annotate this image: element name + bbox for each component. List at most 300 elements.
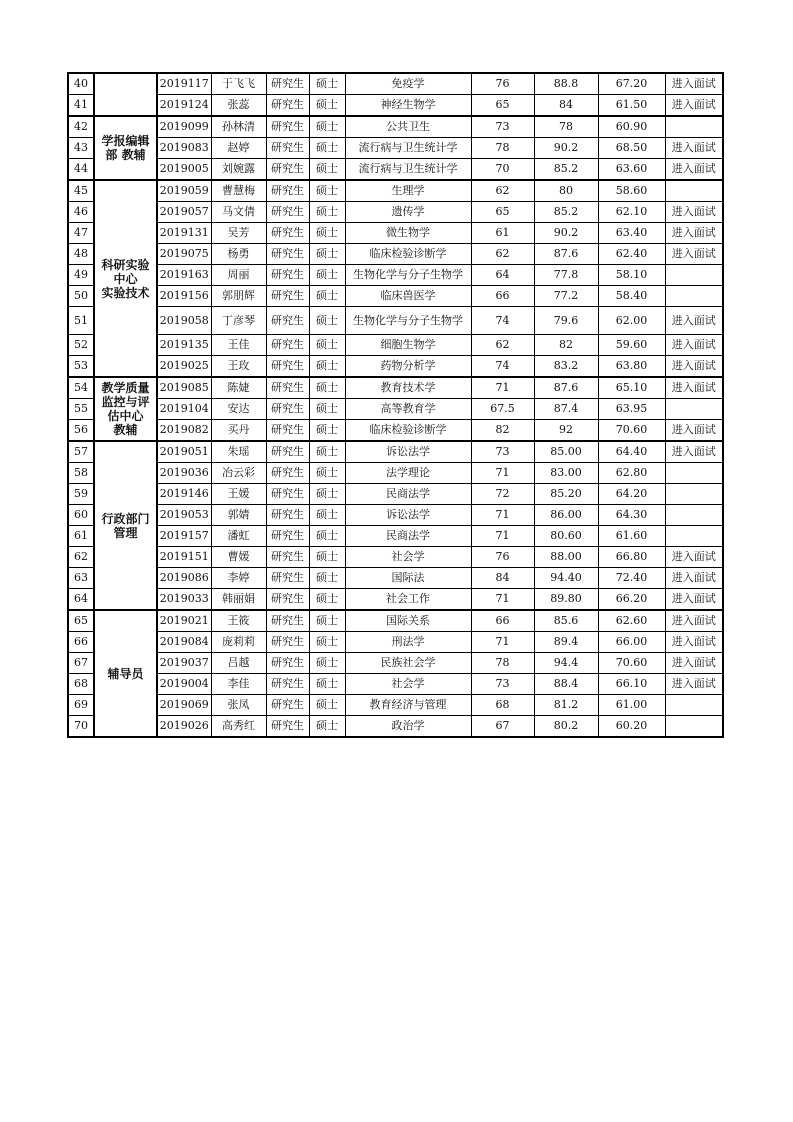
second-score-cell: 81.2: [534, 695, 598, 716]
degree-cell: 硕士: [309, 286, 345, 307]
written-score-cell: 61: [471, 223, 534, 244]
degree-cell: 硕士: [309, 526, 345, 547]
name-cell: 高秀红: [211, 716, 266, 738]
department-cell: [94, 377, 157, 441]
second-score-cell: 88.8: [534, 73, 598, 95]
written-score-cell: 78: [471, 138, 534, 159]
degree-cell: 硕士: [309, 73, 345, 95]
total-score-cell: 59.60: [598, 335, 665, 356]
degree-cell: 硕士: [309, 441, 345, 463]
applicant-id-cell: 2019146: [157, 484, 211, 505]
degree-cell: 硕士: [309, 505, 345, 526]
name-cell: 曹慧梅: [211, 180, 266, 202]
applicant-id-cell: 2019157: [157, 526, 211, 547]
status-note-cell: [665, 180, 723, 202]
table-row: [68, 568, 723, 589]
total-score-cell: 64.20: [598, 484, 665, 505]
applicant-id-cell: 2019082: [157, 420, 211, 442]
table-row: [68, 610, 723, 632]
education-cell: 研究生: [266, 589, 309, 611]
status-note-cell: 进入面试: [665, 420, 723, 442]
major-cell: 民商法学: [345, 484, 471, 505]
table-row: [68, 526, 723, 547]
written-score-cell: 65: [471, 202, 534, 223]
written-score-cell: 71: [471, 505, 534, 526]
table-body: [68, 73, 723, 737]
major-cell: 国际关系: [345, 610, 471, 632]
name-cell: 陈婕: [211, 377, 266, 399]
education-cell: 研究生: [266, 265, 309, 286]
applicant-id-cell: 2019037: [157, 653, 211, 674]
applicant-id-cell: 2019069: [157, 695, 211, 716]
status-note-cell: [665, 116, 723, 138]
row-number-cell: 66: [68, 632, 94, 653]
applicant-id-cell: 2019084: [157, 632, 211, 653]
row-number-cell: 63: [68, 568, 94, 589]
major-cell: 社会工作: [345, 589, 471, 611]
row-number-cell: 59: [68, 484, 94, 505]
name-cell: 韩丽娟: [211, 589, 266, 611]
department-label-line: 部 教辅: [105, 148, 146, 162]
name-cell: 赵婷: [211, 138, 266, 159]
applicant-id-cell: 2019131: [157, 223, 211, 244]
department-label-line: 学报编辑: [101, 134, 150, 148]
table-row: [68, 116, 723, 138]
second-score-cell: 77.2: [534, 286, 598, 307]
row-number-cell: 67: [68, 653, 94, 674]
education-cell: 研究生: [266, 674, 309, 695]
status-note-cell: [665, 484, 723, 505]
second-score-cell: 85.2: [534, 202, 598, 223]
written-score-cell: 74: [471, 307, 534, 335]
total-score-cell: 58.60: [598, 180, 665, 202]
degree-cell: 硕士: [309, 716, 345, 738]
status-note-cell: 进入面试: [665, 223, 723, 244]
total-score-cell: 62.40: [598, 244, 665, 265]
applicant-id-cell: 2019104: [157, 399, 211, 420]
name-cell: 买丹: [211, 420, 266, 442]
major-cell: 政治学: [345, 716, 471, 738]
total-score-cell: 61.00: [598, 695, 665, 716]
written-score-cell: 82: [471, 420, 534, 442]
total-score-cell: 67.20: [598, 73, 665, 95]
education-cell: 研究生: [266, 335, 309, 356]
row-number-cell: 68: [68, 674, 94, 695]
name-cell: 冶云彩: [211, 463, 266, 484]
major-cell: 社会学: [345, 674, 471, 695]
major-cell: 刑法学: [345, 632, 471, 653]
table-row: [68, 695, 723, 716]
written-score-cell: 73: [471, 116, 534, 138]
second-score-cell: 82: [534, 335, 598, 356]
major-cell: 临床兽医学: [345, 286, 471, 307]
written-score-cell: 78: [471, 653, 534, 674]
major-cell: 流行病与卫生统计学: [345, 138, 471, 159]
table-row: [68, 484, 723, 505]
total-score-cell: 61.50: [598, 95, 665, 117]
total-score-cell: 66.80: [598, 547, 665, 568]
education-cell: 研究生: [266, 441, 309, 463]
table-row: [68, 632, 723, 653]
major-cell: 高等教育学: [345, 399, 471, 420]
status-note-cell: 进入面试: [665, 547, 723, 568]
department-cell: [94, 180, 157, 377]
education-cell: 研究生: [266, 202, 309, 223]
name-cell: 张蕊: [211, 95, 266, 117]
second-score-cell: 89.80: [534, 589, 598, 611]
written-score-cell: 71: [471, 377, 534, 399]
name-cell: 安达: [211, 399, 266, 420]
row-number-cell: 50: [68, 286, 94, 307]
row-number-cell: 42: [68, 116, 94, 138]
table-row: [68, 463, 723, 484]
education-cell: 研究生: [266, 695, 309, 716]
row-number-cell: 62: [68, 547, 94, 568]
table-row: [68, 95, 723, 117]
degree-cell: 硕士: [309, 547, 345, 568]
degree-cell: 硕士: [309, 180, 345, 202]
department-cell: [94, 441, 157, 610]
education-cell: 研究生: [266, 505, 309, 526]
education-cell: 研究生: [266, 356, 309, 378]
degree-cell: 硕士: [309, 335, 345, 356]
status-note-cell: 进入面试: [665, 610, 723, 632]
major-cell: 遗传学: [345, 202, 471, 223]
table-row: [68, 138, 723, 159]
second-score-cell: 87.6: [534, 244, 598, 265]
degree-cell: 硕士: [309, 589, 345, 611]
degree-cell: 硕士: [309, 265, 345, 286]
major-cell: 诉讼法学: [345, 441, 471, 463]
status-note-cell: 进入面试: [665, 73, 723, 95]
major-cell: 药物分析学: [345, 356, 471, 378]
written-score-cell: 70: [471, 159, 534, 181]
second-score-cell: 88.4: [534, 674, 598, 695]
applicant-id-cell: 2019135: [157, 335, 211, 356]
name-cell: 马文倩: [211, 202, 266, 223]
applicant-id-cell: 2019021: [157, 610, 211, 632]
total-score-cell: 58.10: [598, 265, 665, 286]
education-cell: 研究生: [266, 463, 309, 484]
major-cell: 微生物学: [345, 223, 471, 244]
name-cell: 于飞飞: [211, 73, 266, 95]
row-number-cell: 65: [68, 610, 94, 632]
second-score-cell: 80: [534, 180, 598, 202]
written-score-cell: 71: [471, 632, 534, 653]
table-row: [68, 674, 723, 695]
second-score-cell: 89.4: [534, 632, 598, 653]
row-number-cell: 64: [68, 589, 94, 611]
degree-cell: 硕士: [309, 463, 345, 484]
status-note-cell: 进入面试: [665, 632, 723, 653]
second-score-cell: 86.00: [534, 505, 598, 526]
name-cell: 吴芳: [211, 223, 266, 244]
second-score-cell: 94.4: [534, 653, 598, 674]
degree-cell: 硕士: [309, 95, 345, 117]
second-score-cell: 87.4: [534, 399, 598, 420]
degree-cell: 硕士: [309, 307, 345, 335]
total-score-cell: 63.95: [598, 399, 665, 420]
table-row: [68, 202, 723, 223]
major-cell: 临床检验诊断学: [345, 244, 471, 265]
education-cell: 研究生: [266, 568, 309, 589]
row-number-cell: 56: [68, 420, 94, 442]
education-cell: 研究生: [266, 610, 309, 632]
applicant-id-cell: 2019025: [157, 356, 211, 378]
total-score-cell: 58.40: [598, 286, 665, 307]
written-score-cell: 66: [471, 610, 534, 632]
department-cell: [94, 116, 157, 180]
applicant-id-cell: 2019163: [157, 265, 211, 286]
degree-cell: 硕士: [309, 116, 345, 138]
row-number-cell: 54: [68, 377, 94, 399]
degree-cell: 硕士: [309, 399, 345, 420]
department-label-line: 管理: [113, 525, 138, 540]
applicant-id-cell: 2019005: [157, 159, 211, 181]
major-cell: 社会学: [345, 547, 471, 568]
written-score-cell: 76: [471, 547, 534, 568]
row-number-cell: 49: [68, 265, 94, 286]
major-cell: 细胞生物学: [345, 335, 471, 356]
total-score-cell: 63.40: [598, 223, 665, 244]
name-cell: 王媛: [211, 484, 266, 505]
written-score-cell: 73: [471, 674, 534, 695]
education-cell: 研究生: [266, 632, 309, 653]
table-row: [68, 716, 723, 738]
status-note-cell: 进入面试: [665, 674, 723, 695]
total-score-cell: 62.80: [598, 463, 665, 484]
status-note-cell: 进入面试: [665, 377, 723, 399]
department-label-line: 行政部门: [101, 511, 150, 526]
major-cell: 国际法: [345, 568, 471, 589]
major-cell: 诉讼法学: [345, 505, 471, 526]
applicant-id-cell: 2019117: [157, 73, 211, 95]
major-cell: 教育技术学: [345, 377, 471, 399]
applicant-id-cell: 2019059: [157, 180, 211, 202]
second-score-cell: 85.2: [534, 159, 598, 181]
total-score-cell: 60.20: [598, 716, 665, 738]
second-score-cell: 84: [534, 95, 598, 117]
applicant-id-cell: 2019051: [157, 441, 211, 463]
total-score-cell: 62.00: [598, 307, 665, 335]
major-cell: 流行病与卫生统计学: [345, 159, 471, 181]
table-row: [68, 377, 723, 399]
table-row: [68, 505, 723, 526]
department-label-line: 教学质量: [101, 381, 150, 395]
name-cell: 王佳: [211, 335, 266, 356]
education-cell: 研究生: [266, 653, 309, 674]
status-note-cell: 进入面试: [665, 307, 723, 335]
row-number-cell: 58: [68, 463, 94, 484]
degree-cell: 硕士: [309, 653, 345, 674]
total-score-cell: 66.10: [598, 674, 665, 695]
degree-cell: 硕士: [309, 223, 345, 244]
applicant-id-cell: 2019083: [157, 138, 211, 159]
row-number-cell: 53: [68, 356, 94, 378]
education-cell: 研究生: [266, 420, 309, 442]
written-score-cell: 72: [471, 484, 534, 505]
degree-cell: 硕士: [309, 159, 345, 181]
applicant-id-cell: 2019058: [157, 307, 211, 335]
status-note-cell: 进入面试: [665, 244, 723, 265]
second-score-cell: 87.6: [534, 377, 598, 399]
major-cell: 民族社会学: [345, 653, 471, 674]
written-score-cell: 71: [471, 589, 534, 611]
total-score-cell: 62.60: [598, 610, 665, 632]
row-number-cell: 40: [68, 73, 94, 95]
education-cell: 研究生: [266, 180, 309, 202]
status-note-cell: [665, 463, 723, 484]
status-note-cell: 进入面试: [665, 441, 723, 463]
total-score-cell: 66.20: [598, 589, 665, 611]
table-row: [68, 356, 723, 378]
degree-cell: 硕士: [309, 674, 345, 695]
degree-cell: 硕士: [309, 356, 345, 378]
education-cell: 研究生: [266, 223, 309, 244]
total-score-cell: 70.60: [598, 420, 665, 442]
name-cell: 庞莉莉: [211, 632, 266, 653]
second-score-cell: 88.00: [534, 547, 598, 568]
total-score-cell: 68.50: [598, 138, 665, 159]
written-score-cell: 64: [471, 265, 534, 286]
degree-cell: 硕士: [309, 484, 345, 505]
second-score-cell: 80.60: [534, 526, 598, 547]
name-cell: 朱瑶: [211, 441, 266, 463]
total-score-cell: 70.60: [598, 653, 665, 674]
department-cell: [94, 610, 157, 737]
major-cell: 教育经济与管理: [345, 695, 471, 716]
table-row: [68, 180, 723, 202]
applicant-id-cell: 2019057: [157, 202, 211, 223]
second-score-cell: 79.6: [534, 307, 598, 335]
table-row: [68, 265, 723, 286]
department-label-line: 估中心: [107, 409, 144, 423]
table-row: [68, 441, 723, 463]
table-row: [68, 73, 723, 95]
second-score-cell: 90.2: [534, 138, 598, 159]
written-score-cell: 62: [471, 335, 534, 356]
degree-cell: 硕士: [309, 568, 345, 589]
status-note-cell: [665, 526, 723, 547]
row-number-cell: 60: [68, 505, 94, 526]
second-score-cell: 78: [534, 116, 598, 138]
status-note-cell: 进入面试: [665, 335, 723, 356]
department-label-line: 辅导员: [107, 666, 144, 681]
written-score-cell: 68: [471, 695, 534, 716]
written-score-cell: 66: [471, 286, 534, 307]
written-score-cell: 76: [471, 73, 534, 95]
table-row: [68, 307, 723, 335]
education-cell: 研究生: [266, 716, 309, 738]
major-cell: 生理学: [345, 180, 471, 202]
name-cell: 刘婉露: [211, 159, 266, 181]
department-label-line: 教辅: [113, 423, 138, 437]
education-cell: 研究生: [266, 73, 309, 95]
row-number-cell: 69: [68, 695, 94, 716]
education-cell: 研究生: [266, 116, 309, 138]
written-score-cell: 62: [471, 244, 534, 265]
applicant-id-cell: 2019151: [157, 547, 211, 568]
applicant-id-cell: 2019036: [157, 463, 211, 484]
second-score-cell: 92: [534, 420, 598, 442]
total-score-cell: 63.80: [598, 356, 665, 378]
written-score-cell: 74: [471, 356, 534, 378]
status-note-cell: [665, 695, 723, 716]
name-cell: 王筱: [211, 610, 266, 632]
row-number-cell: 41: [68, 95, 94, 117]
applicant-id-cell: 2019156: [157, 286, 211, 307]
applicant-id-cell: 2019124: [157, 95, 211, 117]
degree-cell: 硕士: [309, 695, 345, 716]
degree-cell: 硕士: [309, 138, 345, 159]
education-cell: 研究生: [266, 244, 309, 265]
name-cell: 王玫: [211, 356, 266, 378]
table-row: [68, 286, 723, 307]
major-cell: 民商法学: [345, 526, 471, 547]
major-cell: 生物化学与分子生物学: [345, 307, 471, 335]
written-score-cell: 65: [471, 95, 534, 117]
name-cell: 丁彦琴: [211, 307, 266, 335]
total-score-cell: 72.40: [598, 568, 665, 589]
name-cell: 孙林清: [211, 116, 266, 138]
status-note-cell: 进入面试: [665, 568, 723, 589]
applicant-id-cell: 2019004: [157, 674, 211, 695]
total-score-cell: 61.60: [598, 526, 665, 547]
name-cell: 郭朋辉: [211, 286, 266, 307]
applicant-id-cell: 2019075: [157, 244, 211, 265]
name-cell: 郭婧: [211, 505, 266, 526]
applicant-id-cell: 2019026: [157, 716, 211, 738]
applicant-id-cell: 2019085: [157, 377, 211, 399]
status-note-cell: 进入面试: [665, 202, 723, 223]
row-number-cell: 47: [68, 223, 94, 244]
education-cell: 研究生: [266, 159, 309, 181]
written-score-cell: 62: [471, 180, 534, 202]
second-score-cell: 85.00: [534, 441, 598, 463]
second-score-cell: 83.00: [534, 463, 598, 484]
row-number-cell: 52: [68, 335, 94, 356]
second-score-cell: 80.2: [534, 716, 598, 738]
row-number-cell: 51: [68, 307, 94, 335]
major-cell: 临床检验诊断学: [345, 420, 471, 442]
degree-cell: 硕士: [309, 244, 345, 265]
applicant-id-cell: 2019053: [157, 505, 211, 526]
degree-cell: 硕士: [309, 610, 345, 632]
education-cell: 研究生: [266, 286, 309, 307]
applicant-id-cell: 2019086: [157, 568, 211, 589]
row-number-cell: 45: [68, 180, 94, 202]
status-note-cell: [665, 716, 723, 738]
name-cell: 杨勇: [211, 244, 266, 265]
education-cell: 研究生: [266, 95, 309, 117]
status-note-cell: [665, 286, 723, 307]
table-row: [68, 653, 723, 674]
degree-cell: 硕士: [309, 377, 345, 399]
name-cell: 吕越: [211, 653, 266, 674]
row-number-cell: 48: [68, 244, 94, 265]
education-cell: 研究生: [266, 526, 309, 547]
table-row: [68, 244, 723, 265]
written-score-cell: 84: [471, 568, 534, 589]
second-score-cell: 94.40: [534, 568, 598, 589]
row-number-cell: 43: [68, 138, 94, 159]
total-score-cell: 63.60: [598, 159, 665, 181]
row-number-cell: 46: [68, 202, 94, 223]
name-cell: 曹媛: [211, 547, 266, 568]
name-cell: 潘虹: [211, 526, 266, 547]
total-score-cell: 60.90: [598, 116, 665, 138]
written-score-cell: 71: [471, 463, 534, 484]
